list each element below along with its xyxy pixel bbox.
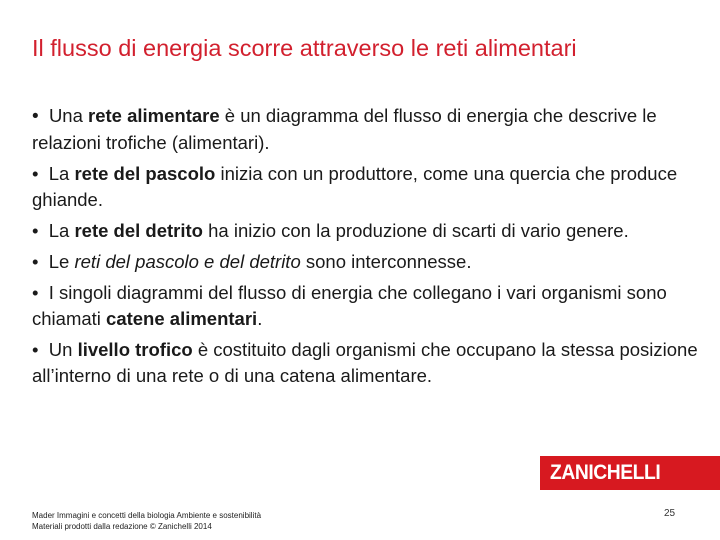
bullet-text-bold: rete del pascolo	[74, 163, 216, 184]
bullet-text-bold: livello trofico	[77, 339, 193, 360]
bullet-marker: •	[32, 339, 39, 360]
footer-line-2: Materiali prodotti dalla redazione © Zanichelli 2014	[32, 522, 212, 531]
bullet-item	[32, 103, 702, 156]
bullet-item	[32, 337, 702, 389]
bullet-item	[32, 280, 702, 332]
zanichelli-logo	[540, 456, 720, 490]
bullet-text: La	[48, 220, 75, 241]
bullet-item	[32, 161, 702, 213]
bullet-text-bold: rete del detrito	[74, 220, 203, 241]
bullet-marker: •	[32, 163, 39, 184]
bullet-marker: •	[32, 106, 39, 127]
bullet-text: è costituito dagli organismi che occupano la stessa posizione all’interno di una rete o di una catena alimentare.	[32, 339, 698, 386]
bullet-marker: •	[32, 251, 39, 272]
bullet-text: sono interconnesse.	[300, 251, 472, 272]
bullet-text: .	[257, 308, 263, 329]
logo-text: ZANICHELLI	[550, 461, 661, 484]
footer-line-1: Mader Immagini e concetti della biologia Ambiente e sostenibilità	[32, 511, 262, 520]
bullet-text: Una	[48, 105, 89, 126]
bullet-text: ha inizio con la produzione di scarti di vario genere.	[202, 220, 629, 241]
bullet-text: Un	[48, 339, 78, 360]
bullet-text: Le	[48, 251, 75, 272]
page-number: 25	[664, 508, 676, 519]
bullet-text-italic: reti del pascolo e del detrito	[74, 251, 301, 272]
bullet-text: inizia con un produttore, come una quercia che produce ghiande.	[32, 163, 678, 210]
bullet-text: è un diagramma del flusso di energia che descrive le relazioni trofiche (alimentari).	[32, 105, 657, 153]
bullet-marker: •	[32, 282, 39, 303]
bullet-item	[32, 249, 702, 275]
bullet-text-bold: rete alimentare	[88, 105, 220, 126]
bullet-text: I singoli diagrammi del flusso di energia che collegano i vari organismi sono chiamati	[32, 282, 667, 329]
bullet-marker: •	[32, 220, 39, 241]
bullet-item	[32, 218, 702, 244]
bullet-text-bold: catene alimentari	[106, 308, 258, 329]
slide-title: Il flusso di energia scorre attraverso le reti alimentari	[32, 35, 577, 61]
bullet-text: La	[48, 163, 75, 184]
footer	[32, 510, 261, 532]
bullet-list	[32, 103, 702, 394]
